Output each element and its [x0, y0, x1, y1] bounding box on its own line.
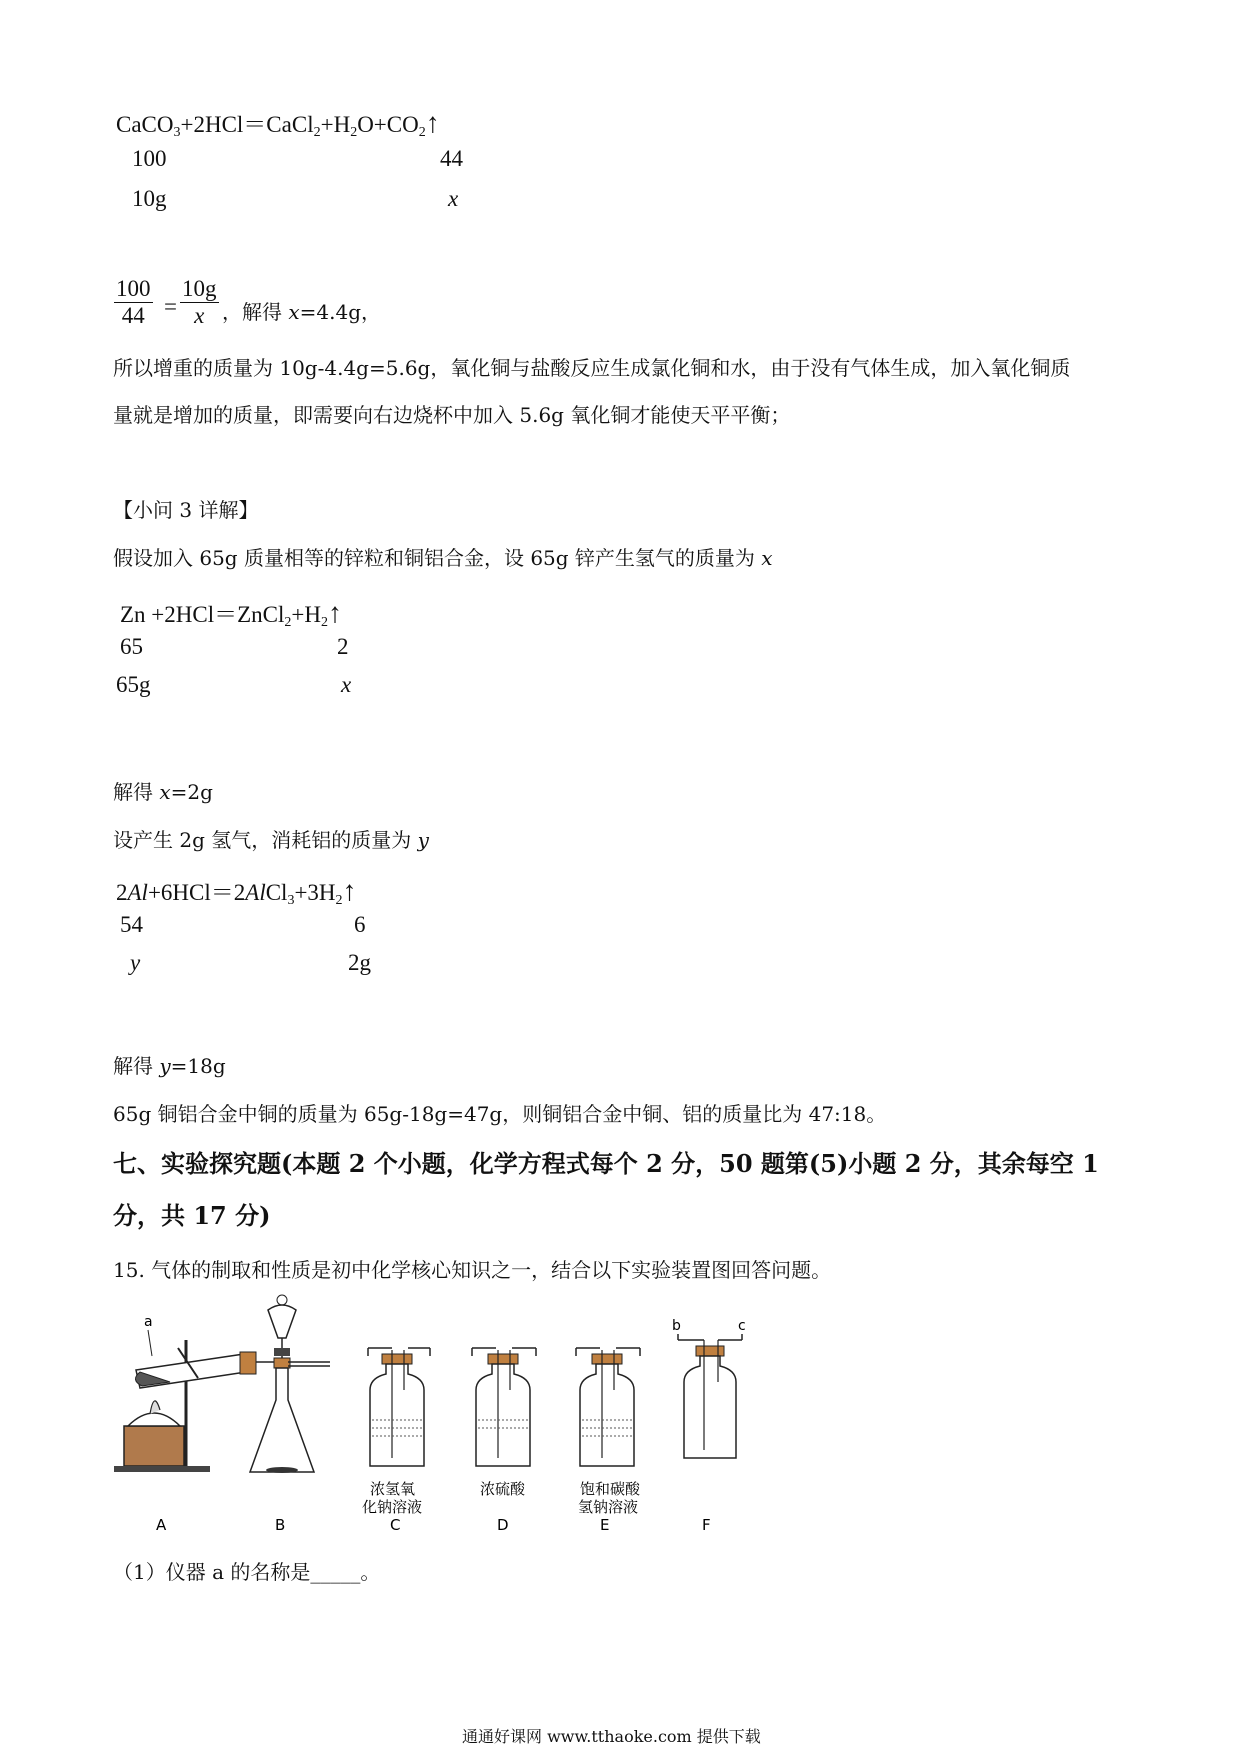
apparatus-a — [114, 1314, 280, 1472]
fraction-10g-x: $\frac{10g}{x}$ — [182, 276, 217, 328]
section-7-heading-line-2: 分，共 17 分) — [113, 1201, 271, 1230]
question-15-text: 15. 气体的制取和性质是初中化学核心知识之一，结合以下实验装置图回答问题。 — [113, 1258, 832, 1282]
letter-a: A — [156, 1516, 167, 1534]
al-row-2-left: y — [130, 950, 141, 975]
label-a: a — [144, 1314, 153, 1330]
subquestion-1-text: （1）仪器 a 的名称是_____。 — [113, 1560, 381, 1584]
letter-e: E — [600, 1516, 610, 1534]
assumption-text: 假设加入 65g 质量相等的锌粒和铜铝合金，设 65g 锌产生氢气的质量为 x — [113, 546, 773, 570]
caption-d: 浓硫酸 — [480, 1480, 526, 1498]
equals-sign: = — [164, 294, 177, 319]
explanation-line-1: 所以增重的质量为 10g-4.4g=5.6g，氧化铜与盐酸反应生成氯化铜和水，由于没有气体生成，加入氧化铜质 — [113, 356, 1071, 380]
solve-y-18g: 解得 y=18g — [113, 1054, 226, 1078]
subquestion-3-title: 【小问 3 详解】 — [113, 498, 259, 522]
zn-row-2-left: 65g — [116, 672, 151, 697]
letter-b: B — [275, 1516, 286, 1534]
apparatus-diagram — [100, 1290, 860, 1535]
ratio-row-1-left: 100 — [132, 146, 167, 171]
label-b: b — [672, 1318, 681, 1334]
zn-row-1-right: 2 — [337, 634, 349, 659]
caption-e-1: 饱和碳酸 — [580, 1480, 641, 1498]
letter-d: D — [497, 1516, 509, 1534]
ratio-row-2-right: x — [448, 186, 459, 211]
conclusion-text: 65g 铜铝合金中铜的质量为 65g-18g=47g，则铜铝合金中铜、铝的质量比为 47:18。 — [113, 1102, 887, 1126]
apparatus-c — [362, 1348, 430, 1516]
ratio-row-1-right: 44 — [440, 146, 463, 171]
apparatus-b — [250, 1295, 330, 1473]
apparatus-f — [672, 1318, 746, 1458]
letter-c: C — [390, 1516, 401, 1534]
equation-zn: $Zn +2HCl=ZnCl_2+H_2↑$ — [120, 598, 342, 630]
assumption-aluminum: 设产生 2g 氢气，消耗铝的质量为 y — [113, 828, 429, 852]
caption-c-2: 化钠溶液 — [362, 1498, 423, 1516]
apparatus-d — [472, 1348, 536, 1498]
al-row-2-right: 2g — [348, 950, 371, 975]
solve-x-text: ，解得 x=4.4g， — [222, 300, 382, 324]
zn-row-1-left: 65 — [120, 634, 143, 659]
label-c: c — [738, 1318, 746, 1334]
caption-c-1: 浓氢氧 — [370, 1480, 416, 1498]
section-7-heading-line-1: 七、实验探究题(本题 2 个小题，化学方程式每个 2 分，50 题第(5)小题 2 分，其余每空 1 — [113, 1149, 1099, 1178]
equation-caco3: $CaCO_3+2HCl=CaCl_2+H_2O+CO_2↑$ — [116, 108, 440, 140]
al-row-1-right: 6 — [354, 912, 366, 937]
zn-row-2-right: x — [341, 672, 352, 697]
solve-x-2g: 解得 x=2g — [113, 780, 213, 804]
ratio-row-2-left: 10g — [132, 186, 167, 211]
apparatus-e — [576, 1348, 641, 1516]
al-row-1-left: 54 — [120, 912, 143, 937]
letter-f: F — [702, 1516, 711, 1534]
equation-al: $2Al+6HCl=2AlCl_3+3H_2↑$ — [116, 876, 357, 908]
explanation-line-2: 量就是增加的质量，即需要向右边烧杯中加入 5.6g 氧化铜才能使天平平衡； — [113, 403, 791, 427]
footer-text: 通通好课网 www.tthaoke.com 提供下载 — [462, 1727, 761, 1746]
fraction-100-44: $\frac{100}{44}$ — [116, 276, 151, 328]
caption-e-2: 氢钠溶液 — [578, 1498, 639, 1516]
